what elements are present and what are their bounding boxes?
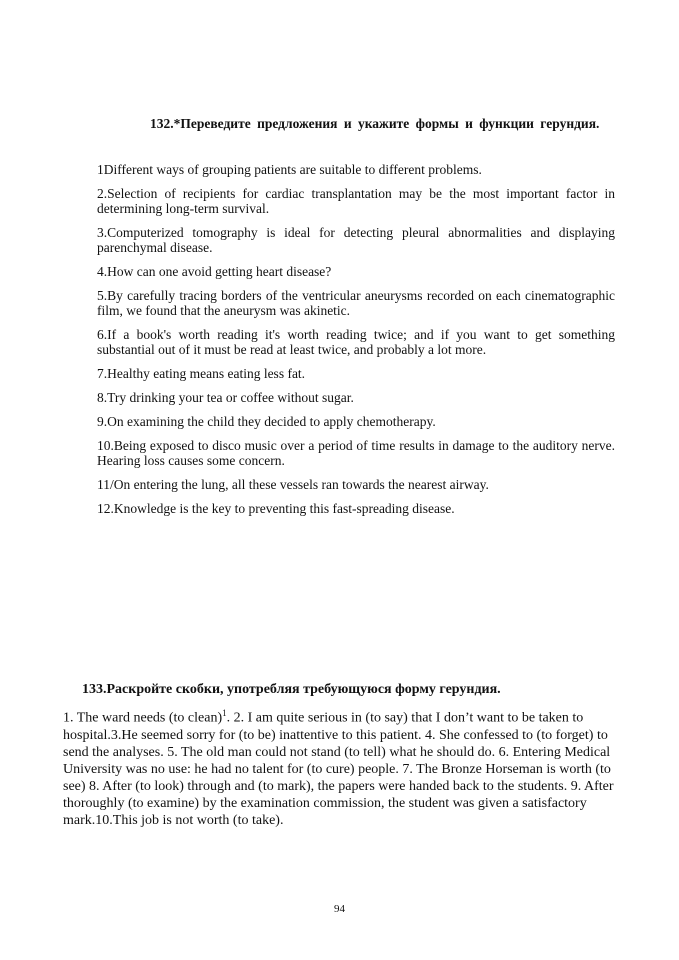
page-number: 94 [334,903,345,915]
exercise-132-sentence-list [97,162,615,525]
sentence-9: 9.On examining the child they decided to apply chemotherapy. [97,414,436,429]
exercise-133-text-rest: . 2. I am quite serious in (to say) that I don’t want to be taken to hospital.3.He seemed sorry for (to be) inattentive to this patient. 4. She confessed to (to forget) to send the analyses. 5. The old man could not stand (to tell) what he should do. 6. Entering Medical University was no use: he had no talent for (to cure) people. 7. The Bronze Horseman is worth (to see) 8. After (to look) through and (to mark), the papers were handed back to the students. 9. After thoroughly (to examine) by the examination commission, the student was given a satisfactory mark.10.This job is not worth (to take). [63,710,614,828]
footnote-mark: 1 [222,708,227,718]
sentence-6: 6.If a book's worth reading it's worth reading twice; and if you want to get something substantial out of it must be read at least twice, and probably a lot more. [97,327,615,357]
sentence-2: 2.Selection of recipients for cardiac transplantation may be the most important factor in determining long-term survival. [97,186,615,216]
exercise-133-title: 133.Раскройте скобки, употребляя требующуюся форму герундия. [82,682,501,697]
exercise-133-text [63,705,623,829]
exercise-133-text-start: 1. The ward needs (to clean) [63,710,223,726]
exercise-132-title: 132.*Переведите предложения и укажите формы и функции герундия. [150,116,600,131]
sentence-1: 1Different ways of grouping patients are suitable to different problems. [97,162,482,177]
sentence-8: 8.Try drinking your tea or coffee without sugar. [97,390,354,405]
sentence-11: 11/On entering the lung, all these vessels ran towards the nearest airway. [97,477,489,492]
sentence-7: 7.Healthy eating means eating less fat. [97,366,306,381]
sentence-3: 3.Computerized tomography is ideal for detecting pleural abnormalities and displaying parenchymal disease. [97,225,615,255]
sentence-12: 12.Knowledge is the key to preventing this fast-spreading disease. [97,501,455,516]
sentence-5: 5.By carefully tracing borders of the ventricular aneurysms recorded on each cinematographic film, we found that the aneurysm was akinetic. [97,288,615,318]
sentence-10: 10.Being exposed to disco music over a period of time results in damage to the auditory nerve. Hearing loss causes some concern. [97,438,615,468]
sentence-4: 4.How can one avoid getting heart disease? [97,264,332,279]
